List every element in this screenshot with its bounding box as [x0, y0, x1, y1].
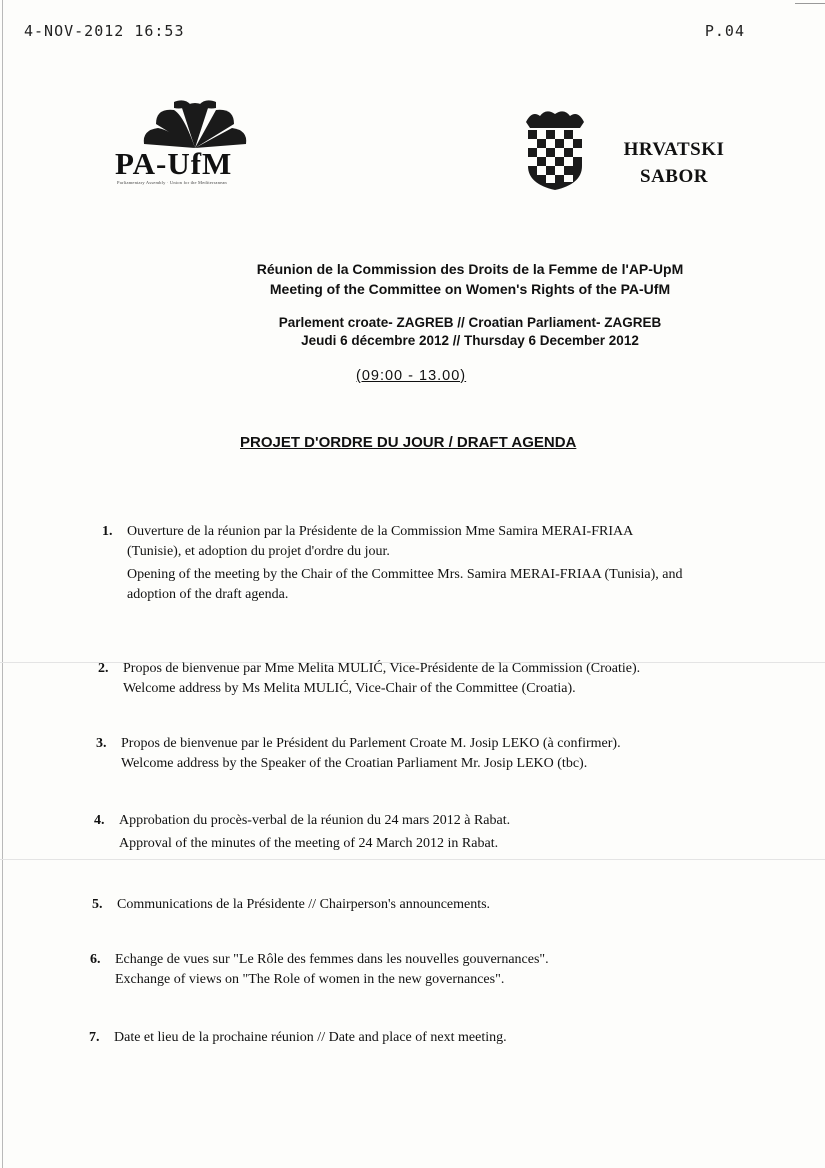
agenda-item-en: Welcome address by Ms Melita MULIĆ, Vice-Chair of the Committee (Croatia). — [123, 681, 576, 696]
pa-ufm-logo-text: PA-UfM — [115, 146, 233, 181]
agenda-item-text: Date et lieu de la prochaine réunion // Date and place of next meeting. — [114, 1030, 507, 1045]
agenda-item — [92, 895, 491, 915]
scan-line — [0, 859, 825, 860]
hrvatski-sabor-logo-text — [614, 136, 734, 190]
shell-icon — [140, 100, 250, 150]
scan-edge — [2, 0, 3, 1168]
agenda-item — [98, 659, 641, 699]
agenda-item-en: Opening of the meeting by the Chair of the Committee Mrs. Samira MERAI-FRIAA (Tunisia), and — [127, 567, 683, 582]
fax-page-number: P.04 — [704, 22, 745, 40]
meeting-venue — [170, 314, 770, 350]
agenda-item-number: 6. — [90, 952, 101, 967]
pa-ufm-logo — [110, 100, 280, 190]
agenda-item-number: 3. — [96, 736, 107, 751]
agenda-heading: PROJET D'ORDRE DU JOUR / DRAFT AGENDA — [240, 434, 577, 451]
agenda-item-number: 4. — [94, 813, 105, 828]
meeting-title — [170, 259, 770, 299]
agenda-item — [89, 1028, 507, 1048]
meeting-title-fr: Réunion de la Commission des Droits de la Femme de l'AP-UpM — [256, 261, 684, 277]
agenda-item — [96, 734, 621, 774]
agenda-item — [94, 811, 511, 854]
agenda-item-number: 7. — [89, 1030, 100, 1045]
agenda-item-fr: Propos de bienvenue par Mme Melita MULIĆ, Vice-Présidente de la Commission (Croatie). — [123, 661, 641, 676]
agenda-item-en: Approval of the minutes of the meeting of 24 March 2012 in Rabat. — [119, 836, 499, 851]
agenda-item — [90, 950, 549, 990]
sabor-line-2: SABOR — [640, 166, 708, 187]
agenda-item-fr: Approbation du procès-verbal de la réunion du 24 mars 2012 à Rabat. — [119, 813, 511, 828]
agenda-item-number: 2. — [98, 661, 109, 676]
meeting-time: (09:00 - 13.00) — [356, 368, 467, 384]
meeting-title-en: Meeting of the Committee on Women's Rights of the PA-UfM — [269, 281, 671, 297]
meeting-place: Parlement croate- ZAGREB // Croatian Parliament- ZAGREB — [278, 315, 662, 330]
agenda-item-number: 1. — [102, 524, 113, 539]
agenda-item-fr: Propos de bienvenue par le Président du Parlement Croate M. Josip LEKO (à confirmer). — [121, 736, 621, 751]
agenda-item-number: 5. — [92, 897, 103, 912]
agenda-item-fr-cont: (Tunisie), et adoption du projet d'ordre du jour. — [127, 544, 390, 559]
croatian-crest-icon — [522, 110, 588, 190]
agenda-item-fr: Ouverture de la réunion par la Présidente de la Commission Mme Samira MERAI-FRIAA — [127, 524, 634, 539]
fax-datetime: 4-NOV-2012 16:53 — [24, 22, 185, 40]
agenda-item — [102, 522, 745, 605]
agenda-item-en-cont: adoption of the draft agenda. — [127, 587, 289, 602]
meeting-date: Jeudi 6 décembre 2012 // Thursday 6 December 2012 — [301, 333, 639, 348]
agenda-item-en: Exchange of views on "The Role of women in the new governances". — [115, 972, 505, 987]
agenda-item-text: Communications de la Présidente // Chairperson's announcements. — [117, 897, 491, 912]
sabor-line-1: HRVATSKI — [623, 139, 725, 160]
agenda-item-en: Welcome address by the Speaker of the Croatian Parliament Mr. Josip LEKO (tbc). — [121, 756, 588, 771]
pa-ufm-logo-subtitle: Parliamentary Assembly · Union for the Mediterranean — [117, 180, 227, 185]
scan-edge-top — [795, 3, 825, 4]
agenda-item-fr: Echange de vues sur "Le Rôle des femmes dans les nouvelles gouvernances". — [115, 952, 549, 967]
